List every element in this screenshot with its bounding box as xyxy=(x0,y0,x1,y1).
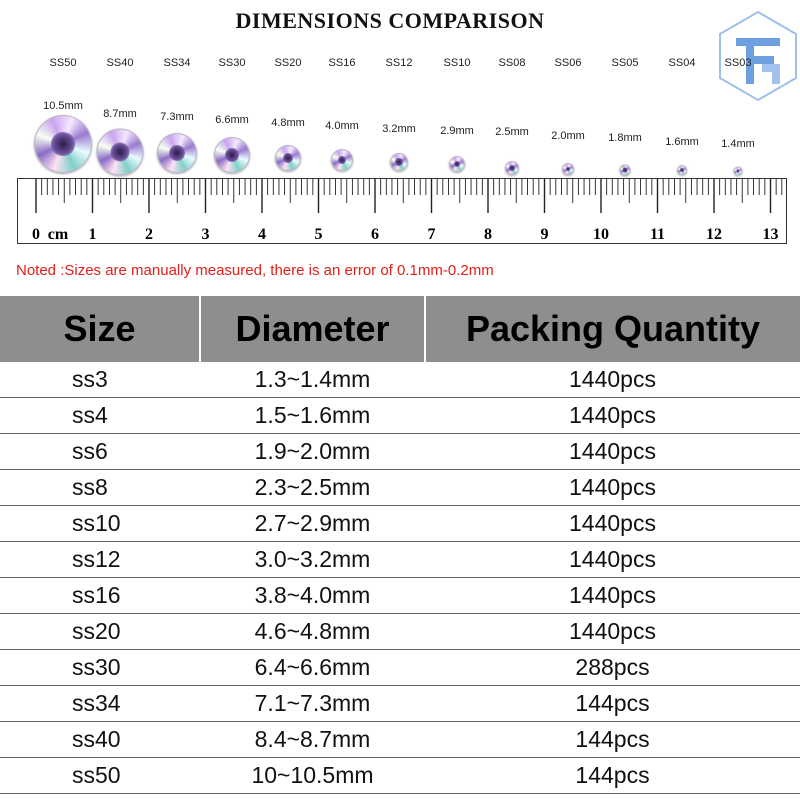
table-row xyxy=(0,434,800,470)
ruler-number: 12 xyxy=(706,226,722,243)
gem-size-label: SS05 xyxy=(611,57,639,69)
size-cell: ss30 xyxy=(0,650,200,686)
rhinestone-icon xyxy=(97,129,144,176)
table-row xyxy=(0,470,800,506)
quantity-cell: 1440pcs xyxy=(425,614,800,650)
quantity-cell: 1440pcs xyxy=(425,362,800,398)
gem-diameter-label: 2.5mm xyxy=(495,126,529,138)
size-cell: ss50 xyxy=(0,758,200,794)
ruler-number: 8 xyxy=(484,226,492,243)
size-cell: ss34 xyxy=(0,686,200,722)
quantity-cell: 288pcs xyxy=(425,650,800,686)
gem-diameter-label: 2.0mm xyxy=(551,130,585,142)
gem-size-label: SS10 xyxy=(443,57,471,69)
rhinestone-icon xyxy=(677,165,687,175)
quantity-cell: 1440pcs xyxy=(425,578,800,614)
size-cell: ss12 xyxy=(0,542,200,578)
diameter-cell: 1.9~2.0mm xyxy=(200,434,425,470)
table-row xyxy=(0,362,800,398)
table-row xyxy=(0,650,800,686)
ruler-number: 1 xyxy=(88,226,97,243)
size-cell: ss40 xyxy=(0,722,200,758)
table-row xyxy=(0,686,800,722)
diameter-cell: 3.0~3.2mm xyxy=(200,542,425,578)
table-row xyxy=(0,758,800,794)
rhinestone-icon xyxy=(390,153,408,171)
ruler-number: 3 xyxy=(201,226,210,243)
diameter-cell: 3.8~4.0mm xyxy=(200,578,425,614)
diameter-cell: 4.6~4.8mm xyxy=(200,614,425,650)
quantity-cell: 1440pcs xyxy=(425,506,800,542)
gem-brand-logo xyxy=(716,8,800,104)
rhinestone-icon xyxy=(505,161,519,175)
quantity-cell: 1440pcs xyxy=(425,398,800,434)
ruler-number: 5 xyxy=(314,226,323,243)
gem-size-label: SS34 xyxy=(163,57,191,69)
gem-size-label: SS30 xyxy=(218,57,246,69)
gem-size-label: SS50 xyxy=(49,57,77,69)
diameter-cell: 1.3~1.4mm xyxy=(200,362,425,398)
table-row xyxy=(0,578,800,614)
diameter-cell: 2.3~2.5mm xyxy=(200,470,425,506)
quantity-cell: 144pcs xyxy=(425,686,800,722)
gem-size-label: SS04 xyxy=(668,57,696,69)
ruler-number: 4 xyxy=(258,226,266,243)
ruler-number: 13 xyxy=(762,226,779,243)
ruler-unit: cm xyxy=(47,226,69,243)
header-diameter: Diameter xyxy=(200,296,425,362)
quantity-cell: 1440pcs xyxy=(425,434,800,470)
gem-diameter-label: 4.0mm xyxy=(325,120,359,132)
size-cell: ss20 xyxy=(0,614,200,650)
quantity-cell: 144pcs xyxy=(425,758,800,794)
gem-diameter-label: 7.3mm xyxy=(160,111,194,123)
gem-diameter-label: 1.6mm xyxy=(665,136,699,148)
gem-diameter-label: 8.7mm xyxy=(103,108,137,120)
gem-size-label: SS06 xyxy=(554,57,582,69)
quantity-cell: 1440pcs xyxy=(425,470,800,506)
gem-size-label: SS40 xyxy=(106,57,134,69)
ruler-number: 9 xyxy=(540,226,549,243)
size-cell: ss3 xyxy=(0,362,200,398)
size-cell: ss8 xyxy=(0,470,200,506)
ruler-number: 7 xyxy=(427,226,436,243)
gem-diameter-label: 4.8mm xyxy=(271,117,305,129)
ruler-number: 0 xyxy=(32,226,40,243)
diameter-cell: 8.4~8.7mm xyxy=(200,722,425,758)
header-packing-quantity: Packing Quantity xyxy=(425,296,800,362)
gem-size-label: SS08 xyxy=(498,57,526,69)
size-cell: ss4 xyxy=(0,398,200,434)
ruler xyxy=(17,178,787,244)
rhinestone-icon xyxy=(34,115,92,173)
rhinestone-icon xyxy=(449,156,465,172)
diameter-cell: 1.5~1.6mm xyxy=(200,398,425,434)
diameter-cell: 6.4~6.6mm xyxy=(200,650,425,686)
quantity-cell: 144pcs xyxy=(425,722,800,758)
gem-size-label: SS16 xyxy=(328,57,356,69)
gem-diameter-label: 6.6mm xyxy=(215,114,249,126)
rhinestone-icon xyxy=(562,163,574,175)
gem-diameter-label: 3.2mm xyxy=(382,123,416,135)
rhinestone-icon xyxy=(331,149,353,171)
rhinestone-icon xyxy=(275,145,301,171)
size-table xyxy=(0,296,800,794)
header-size: Size xyxy=(0,296,200,362)
size-cell: ss6 xyxy=(0,434,200,470)
ruler-number: 6 xyxy=(371,226,379,243)
diameter-cell: 10~10.5mm xyxy=(200,758,425,794)
gem-size-label: SS12 xyxy=(385,57,413,69)
diameter-cell: 2.7~2.9mm xyxy=(200,506,425,542)
ruler-scale xyxy=(18,179,788,245)
size-cell: ss10 xyxy=(0,506,200,542)
gem-diameter-label: 1.8mm xyxy=(608,132,642,144)
table-header-row xyxy=(0,296,800,362)
table-row xyxy=(0,506,800,542)
size-cell: ss16 xyxy=(0,578,200,614)
measurement-note: Noted :Sizes are manually measured, there is an error of 0.1mm-0.2mm xyxy=(16,262,494,279)
rhinestone-icon xyxy=(157,133,197,173)
table-row xyxy=(0,722,800,758)
rhinestone-icon xyxy=(214,137,250,173)
page-title: DIMENSIONS COMPARISON xyxy=(235,8,545,33)
ruler-number: 11 xyxy=(649,226,666,243)
ruler-number: 2 xyxy=(145,226,153,243)
gem-size-label: SS03 xyxy=(724,57,752,69)
table-row xyxy=(0,542,800,578)
rhinestone-icon xyxy=(734,167,743,176)
rhinestone-icon xyxy=(620,165,631,176)
quantity-cell: 1440pcs xyxy=(425,542,800,578)
table-row xyxy=(0,614,800,650)
ruler-number: 10 xyxy=(593,226,609,243)
gem-diameter-label: 1.4mm xyxy=(721,138,755,150)
diameter-cell: 7.1~7.3mm xyxy=(200,686,425,722)
gem-size-label: SS20 xyxy=(274,57,302,69)
table-row xyxy=(0,398,800,434)
gem-diameter-label: 2.9mm xyxy=(440,125,474,137)
gem-diameter-label: 10.5mm xyxy=(43,100,83,112)
